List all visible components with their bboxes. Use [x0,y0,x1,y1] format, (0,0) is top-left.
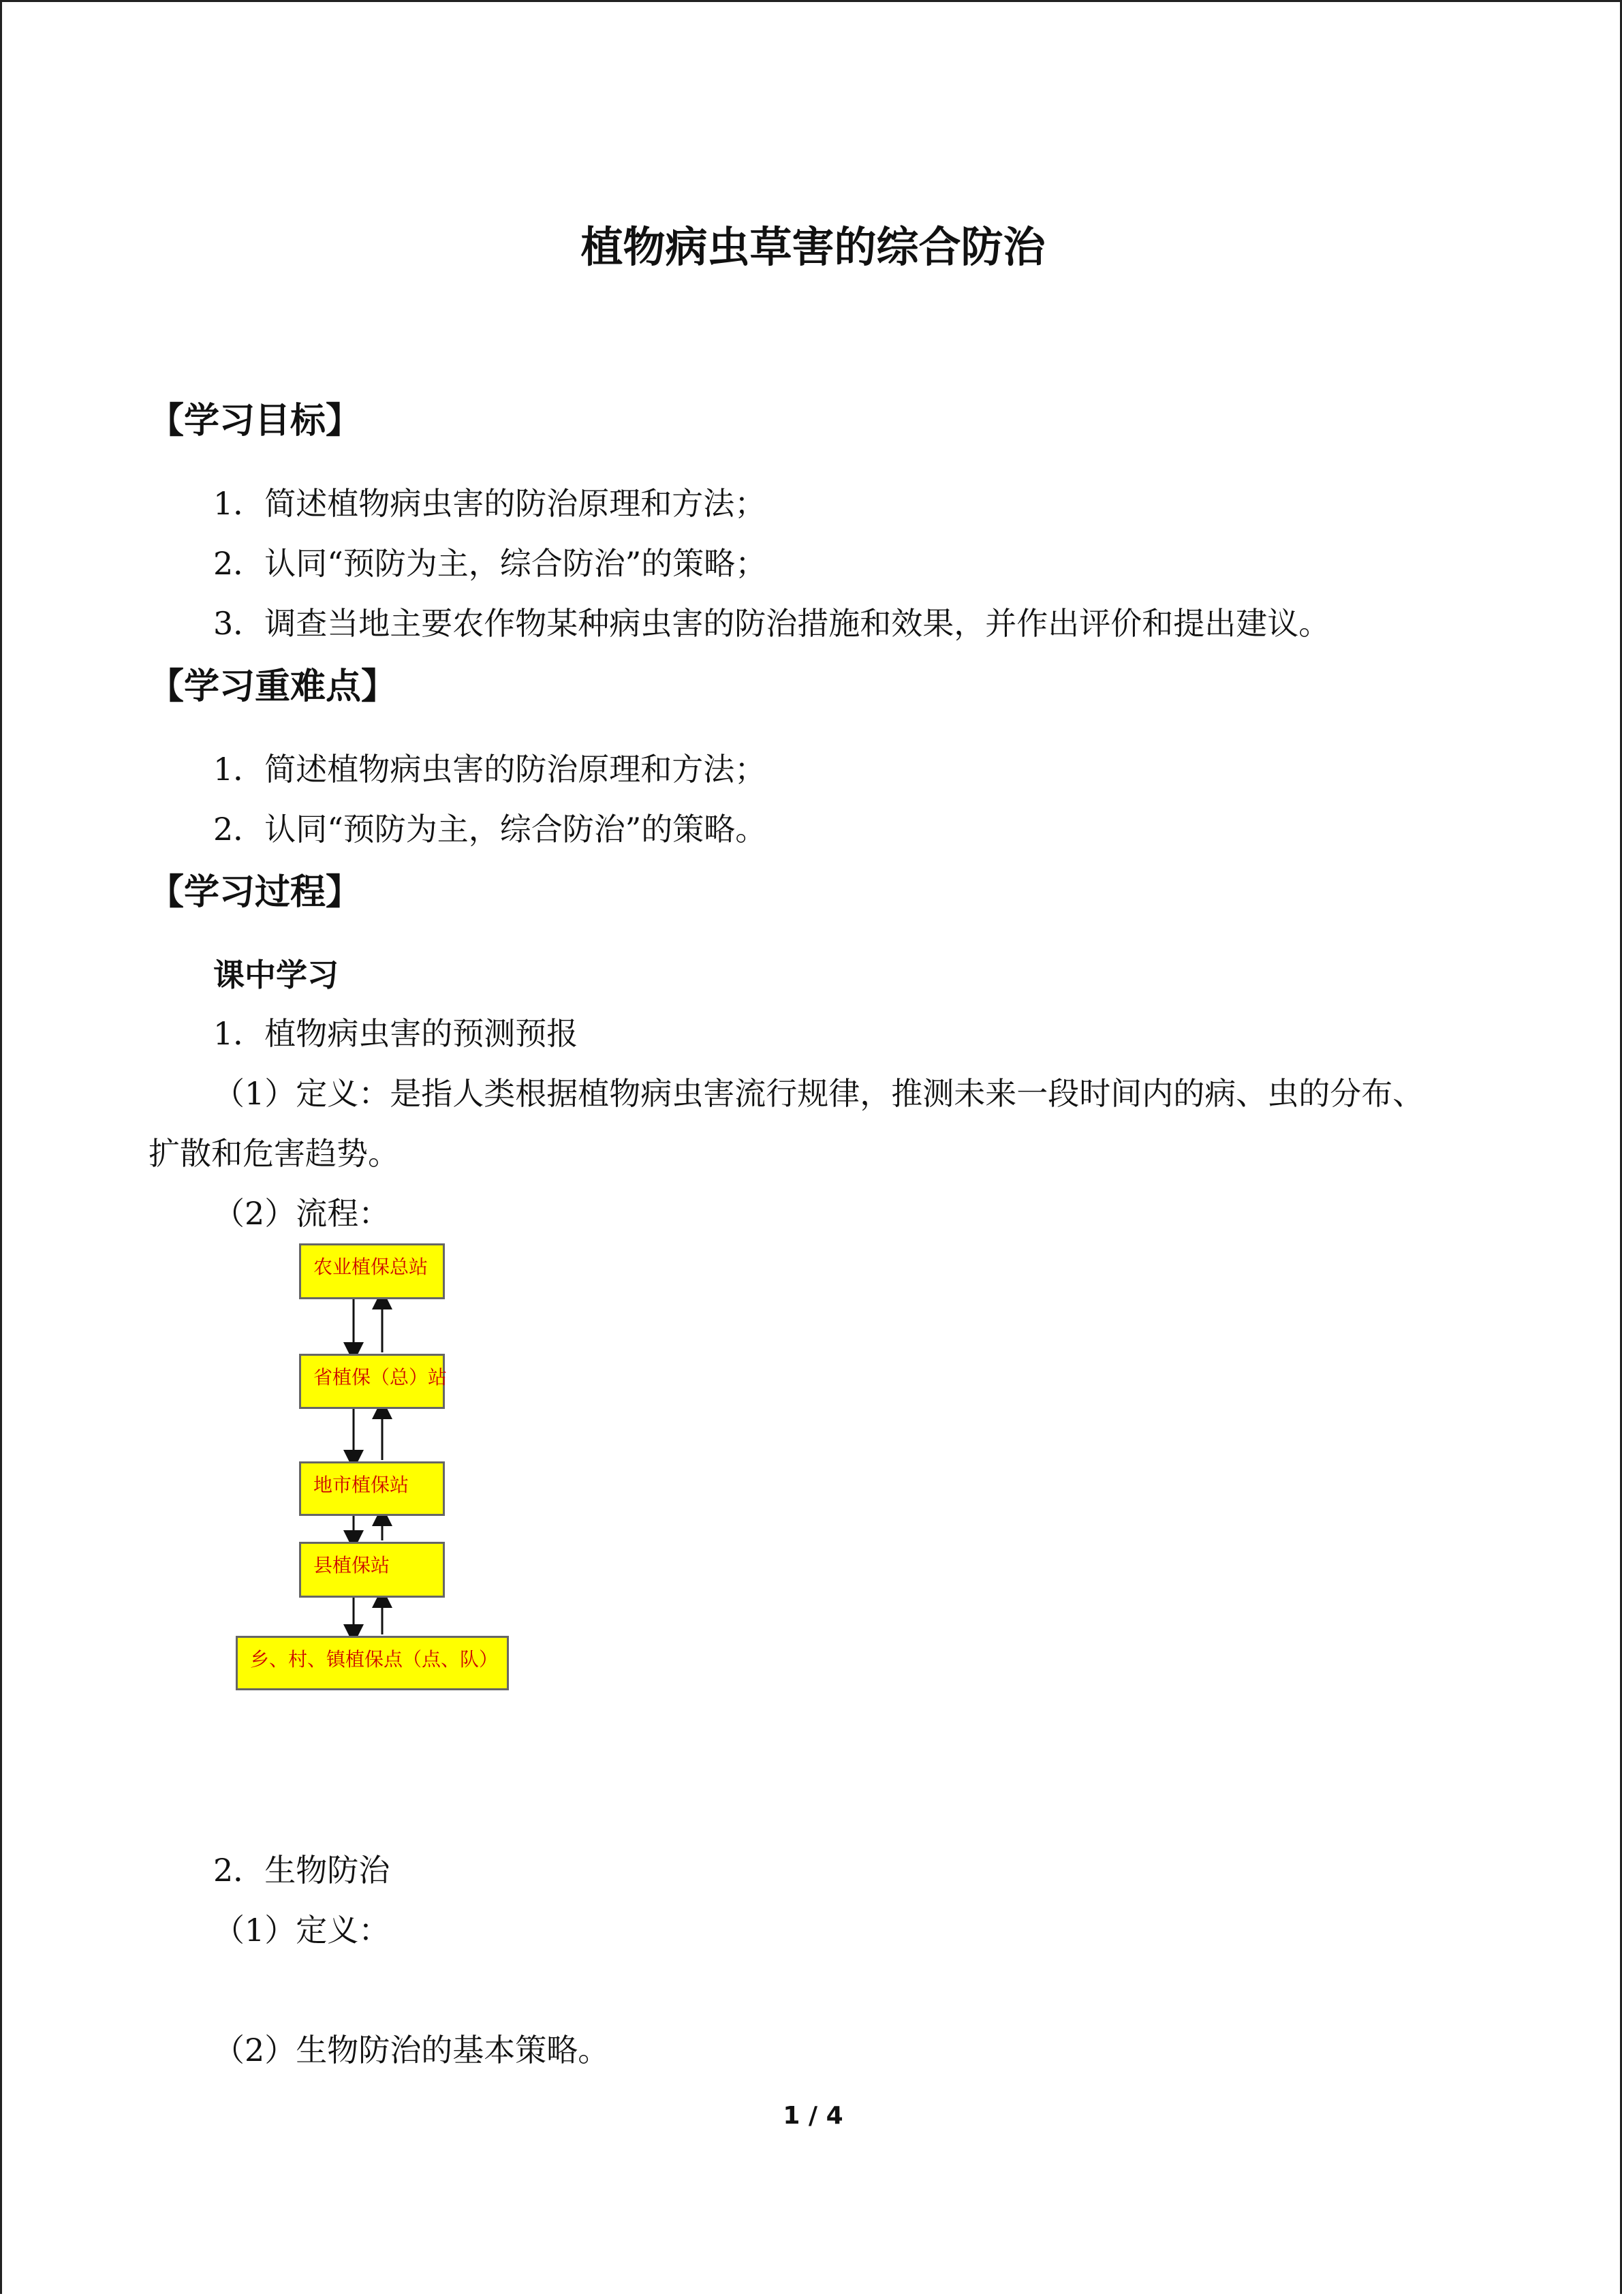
key-point-item: 2．认同“预防为主，综合防治”的策略。 [213,811,767,848]
page-number: 1 / 4 [783,2102,843,2130]
process-item-title: 2．生物防治 [213,1852,390,1889]
flowchart-arrows [2,2,1622,2296]
flow-node-national: 农业植保总站 [299,1243,445,1299]
goal-item: 1．简述植物病虫害的防治原理和方法； [213,485,766,522]
section-heading-key-points: 【学习重难点】 [149,666,397,707]
flow-node-county: 县植保站 [299,1542,445,1598]
subheading-in-class: 课中学习 [213,957,339,993]
strategy-line: （2）生物防治的基本策略。 [213,2032,610,2068]
goal-item: 3．调查当地主要农作物某种病虫害的防治措施和效果，并作出评价和提出建议。 [213,605,1330,642]
definition-line: （1）定义： [213,1912,390,1949]
section-heading-goals: 【学习目标】 [149,400,362,441]
document-title: 植物病虫草害的综合防治 [580,222,1046,272]
key-point-item: 1．简述植物病虫害的防治原理和方法； [213,751,766,788]
flow-label: （2）流程： [213,1195,390,1232]
process-item-title: 1．植物病虫害的预测预报 [213,1015,578,1052]
flow-node-city: 地市植保站 [299,1461,445,1516]
section-heading-process: 【学习过程】 [149,871,362,913]
flow-node-province: 省植保（总）站 [299,1354,445,1409]
flow-node-township: 乡、村、镇植保点（点、队） [236,1636,509,1690]
goal-item: 2．认同“预防为主，综合防治”的策略； [213,545,767,582]
definition-line: 扩散和危害趋势。 [149,1135,399,1172]
definition-line: （1）定义：是指人类根据植物病虫害流行规律，推测未来一段时间内的病、虫的分布、 [213,1075,1424,1112]
